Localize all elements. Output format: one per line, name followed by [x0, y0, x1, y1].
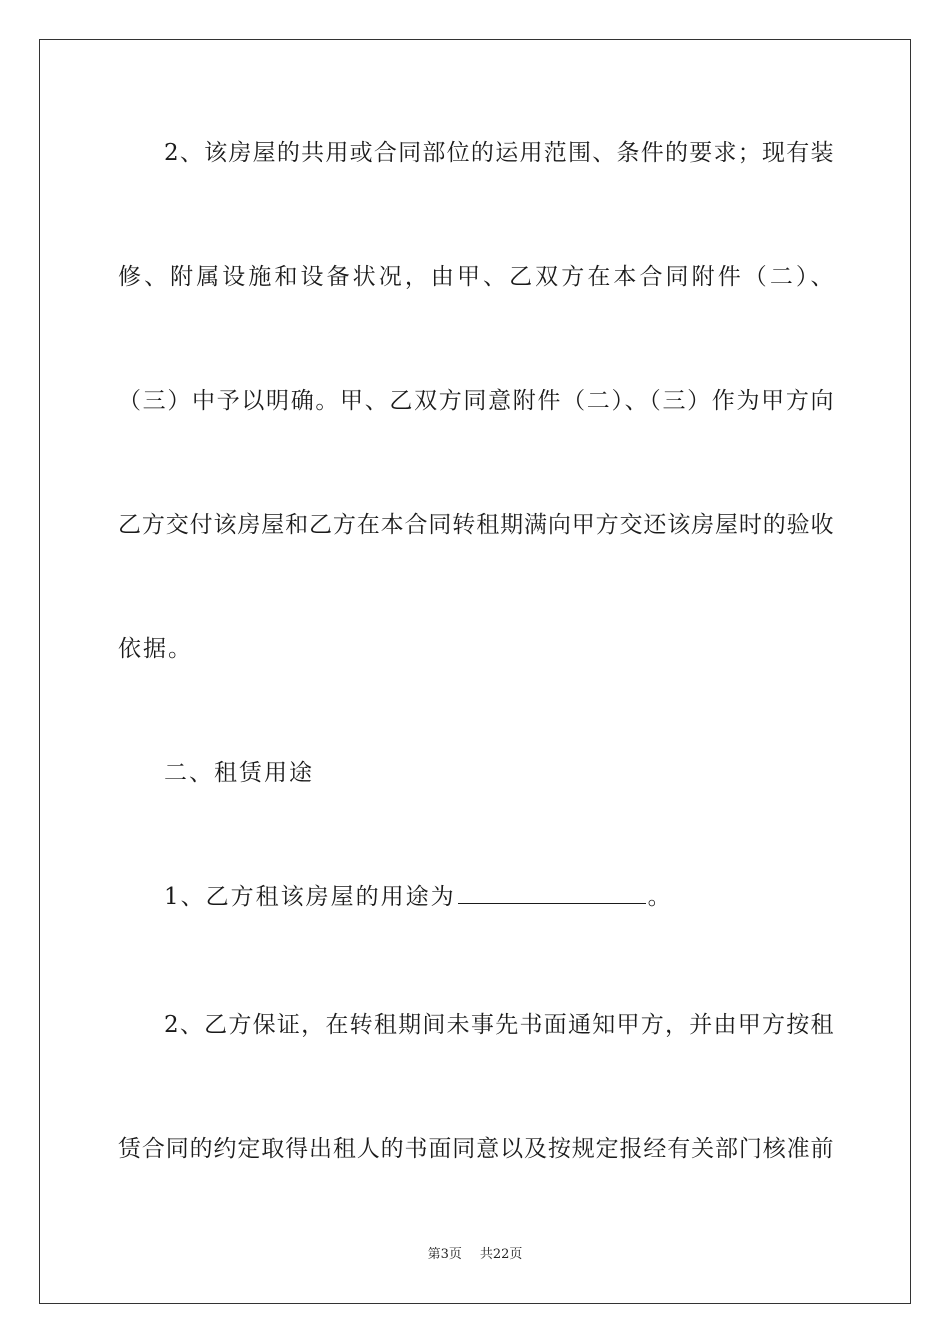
paragraph-line: 2、该房屋的共用或合同部位的运用范围、条件的要求；现有装 [164, 140, 834, 166]
page-number: 第3页 [427, 1247, 462, 1262]
page-footer [0, 1247, 950, 1263]
paragraph-text: 。 [647, 884, 673, 910]
fill-in-blank[interactable] [458, 883, 646, 904]
paragraph-line: 赁合同的约定取得出租人的书面同意以及按规定报经有关部门核准前 [118, 1136, 834, 1162]
section-heading: 二、租赁用途 [164, 760, 314, 786]
paragraph-line: 乙方交付该房屋和乙方在本合同转租期满向甲方交还该房屋时的验收 [118, 512, 834, 538]
paragraph-line-with-blank [164, 882, 834, 912]
paragraph-line: 依据。 [118, 636, 193, 662]
paragraph-line: 修、附属设施和设备状况，由甲、乙双方在本合同附件（二）、 [118, 264, 834, 290]
paragraph-text: 1、乙方租该房屋的用途为 [164, 884, 456, 910]
page-border [39, 39, 911, 1304]
paragraph-line: 2、乙方保证，在转租期间未事先书面通知甲方，并由甲方按租 [164, 1012, 834, 1038]
page-total: 共22页 [479, 1247, 523, 1262]
paragraph-line: （三）中予以明确。甲、乙双方同意附件（二）、（三）作为甲方向 [118, 388, 834, 414]
